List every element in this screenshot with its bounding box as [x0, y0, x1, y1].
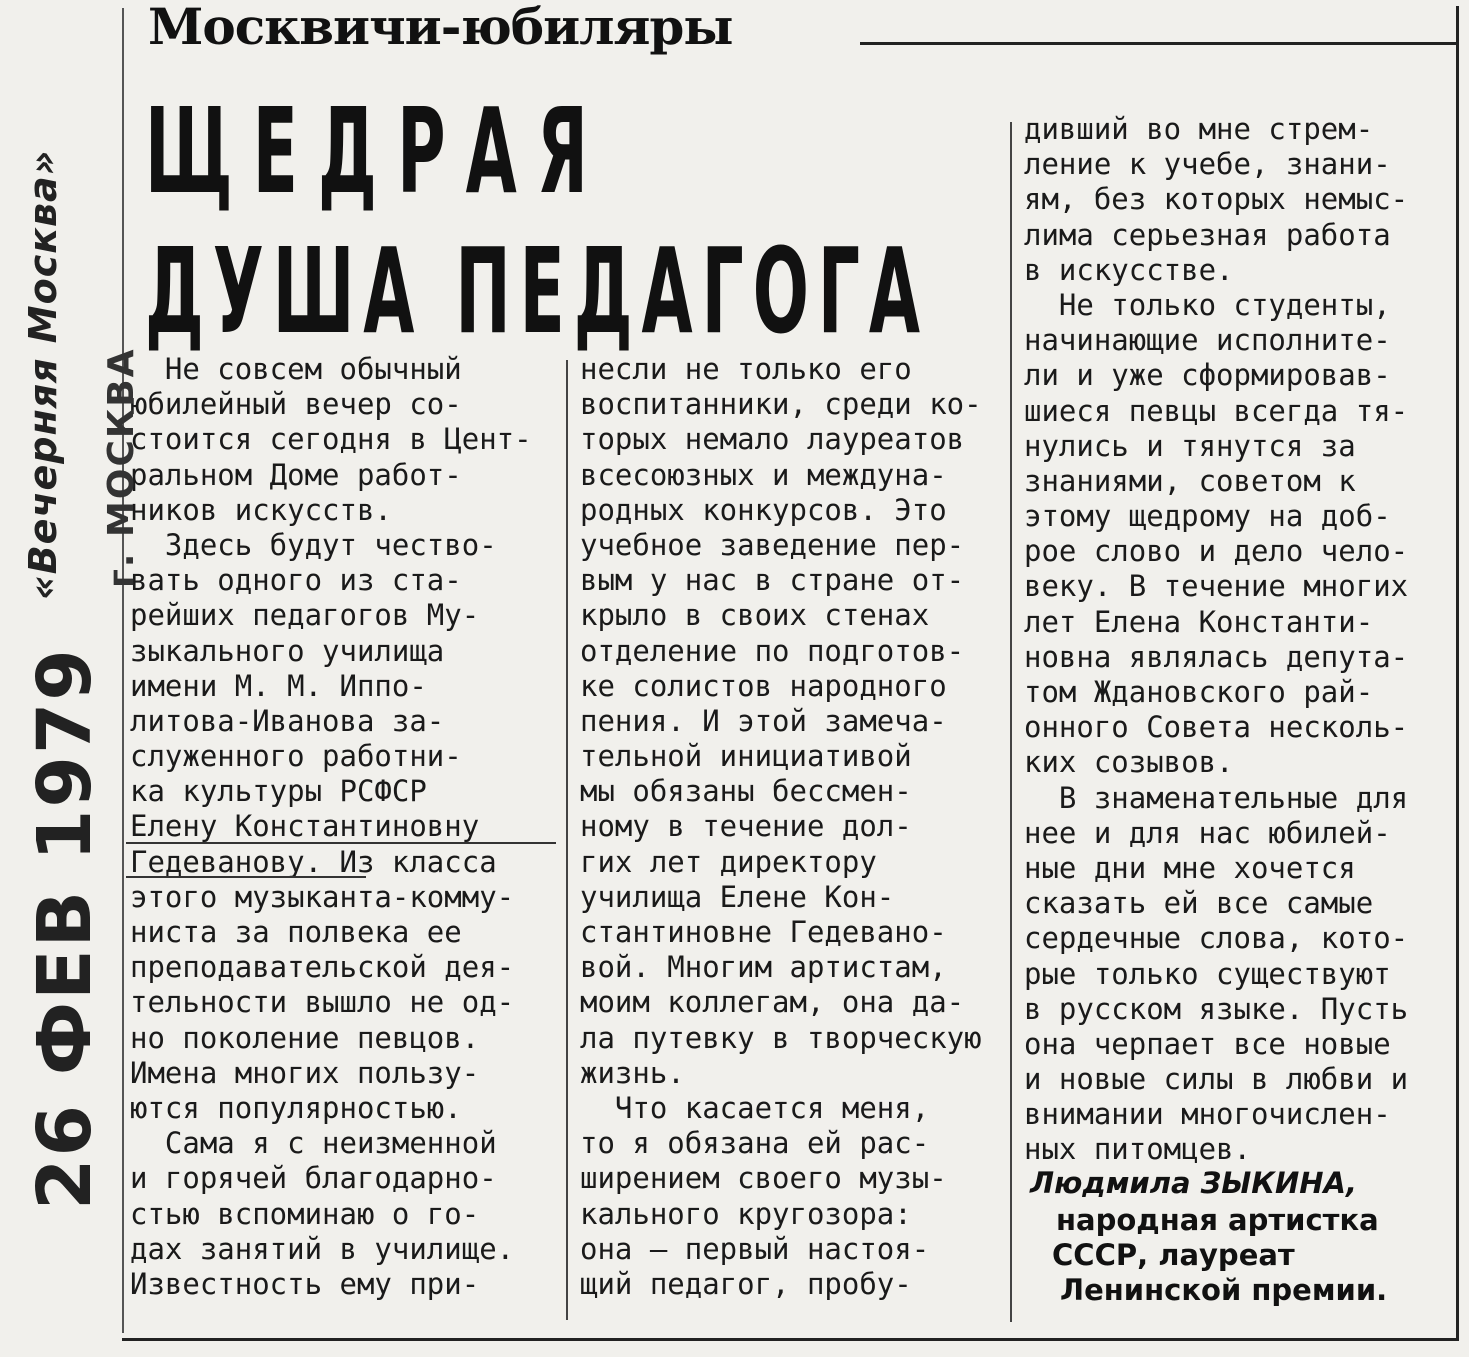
article-line: моим коллегам, она да-: [580, 985, 965, 1020]
article-line: ям, без которых немыс-: [1024, 182, 1409, 217]
headline-line-2: ДУША ПЕДАГОГА: [145, 222, 930, 360]
article-line: этого музыканта-комму-: [130, 879, 515, 914]
article-line: ных питомцев.: [1024, 1132, 1251, 1167]
article-line: но поколение певцов.: [130, 1020, 480, 1055]
article-line: литова-Иванова за-: [130, 703, 445, 738]
article-line: гих лет директору: [580, 844, 877, 879]
article-line: отделение по подготов-: [580, 633, 965, 668]
article-line: начинающие исполните-: [1024, 323, 1391, 358]
article-line: служенного работни-: [130, 739, 462, 774]
article-column-3: [1024, 112, 1454, 1168]
article-line: вать одного из ста-: [130, 563, 462, 598]
article-column-1: [130, 352, 558, 1302]
article-line: сказать ей все самые: [1024, 886, 1374, 921]
article-line: и новые силы в любви и: [1024, 1062, 1409, 1097]
article-line: она черпает все новые: [1024, 1026, 1391, 1061]
article-line: Не только студенты,: [1024, 287, 1391, 322]
city-stamp: г. МОСКВА: [101, 347, 142, 588]
article-line: ются популярностью.: [130, 1090, 462, 1125]
article-line: знаниями, советом к: [1024, 463, 1356, 498]
article-line: нулись и тянутся за: [1024, 428, 1356, 463]
rubric-heading: Москвичи-юбиляры: [148, 0, 733, 56]
article-line: ка культуры РСФСР: [130, 774, 427, 809]
article-line: ли и уже сформировав-: [1024, 358, 1391, 393]
article-line: то я обязана ей рас-: [580, 1126, 930, 1161]
column-divider-2: [1010, 122, 1012, 1322]
article-line: жизнь.: [580, 1055, 685, 1090]
article-line: ке солистов народного: [580, 668, 947, 703]
article-line: лет Елена Константи-: [1024, 604, 1374, 639]
newspaper-name-stamp: «Вечерняя Москва»: [21, 149, 65, 600]
article-line: тельной инициативой: [580, 739, 912, 774]
article-line: ральном Доме работ-: [130, 457, 462, 492]
article-line: внимании многочислен-: [1024, 1097, 1391, 1132]
author-title-line-1: народная артистка: [1056, 1203, 1379, 1237]
pencil-underline-1: [126, 842, 556, 844]
article-line: В знаменательные для: [1024, 780, 1409, 815]
article-headline: [145, 82, 1015, 360]
article-line: этому щедрому на доб-: [1024, 499, 1391, 534]
headline-line-1: ЩЕДРАЯ: [145, 82, 609, 220]
article-line: рое слово и дело чело-: [1024, 534, 1409, 569]
article-line: Гедеванову. Из класса: [130, 844, 497, 879]
article-line: стантиновне Гедевано-: [580, 915, 947, 949]
article-line: Известность ему при-: [130, 1266, 480, 1301]
article-line: учебное заведение пер-: [580, 527, 965, 562]
article-line: мы обязаны бессмен-: [580, 774, 912, 809]
article-line: родных конкурсов. Это: [580, 492, 947, 527]
article-line: Что касается меня,: [580, 1090, 930, 1125]
rubric-rule: [860, 42, 1456, 45]
article-line: дивший во мне стрем-: [1024, 112, 1374, 146]
article-line: нее и для нас юбилей-: [1024, 815, 1391, 850]
article-line: вым у нас в стране от-: [580, 563, 965, 598]
author-title-line-2: СССР, лауреат: [1052, 1238, 1295, 1272]
article-line: пения. И этой замеча-: [580, 703, 947, 738]
article-line: имени М. М. Иппо-: [130, 668, 427, 703]
article-line: Имена многих пользу-: [130, 1055, 480, 1090]
article-line: училища Елене Кон-: [580, 879, 895, 914]
article-line: крыло в своих стенах: [580, 598, 930, 633]
column-divider-1: [566, 360, 568, 1320]
article-line: онного Совета несколь-: [1024, 710, 1409, 745]
article-line: сердечные слова, кото-: [1024, 921, 1409, 956]
article-line: том Ждановского рай-: [1024, 675, 1374, 709]
article-line: стью вспоминаю о го-: [130, 1196, 480, 1231]
article-line: ников искусств.: [130, 492, 392, 527]
article-line: шиеся певцы всегда тя-: [1024, 393, 1409, 428]
article-line: ление к учебе, знани-: [1024, 147, 1391, 182]
article-line: новна являлась депута-: [1024, 639, 1409, 674]
article-line: рейших педагогов Му-: [130, 598, 480, 633]
clipping-left-edge: [122, 8, 124, 1333]
article-line: кального кругозора:: [580, 1196, 912, 1231]
article-line: Сама я с неизменной: [130, 1126, 497, 1161]
article-line: ширением своего музы-: [580, 1161, 947, 1196]
author-name: Людмила ЗЫКИНА,: [1030, 1166, 1357, 1200]
article-line: вой. Многим артистам,: [580, 950, 947, 985]
article-line: стоится сегодня в Цент-: [130, 422, 532, 457]
article-line: ких созывов.: [1024, 745, 1234, 780]
date-stamp: 26 ФЕВ 1979: [22, 647, 108, 1210]
article-line: веку. В течение многих: [1024, 569, 1409, 604]
article-line: Не совсем обычный: [130, 352, 462, 386]
article-column-2: [580, 352, 1000, 1302]
article-line: и горячей благодарно-: [130, 1161, 497, 1196]
article-line: зыкального училища: [130, 633, 445, 668]
article-line: тельности вышло не од-: [130, 985, 515, 1020]
article-line: ному в течение дол-: [580, 809, 912, 844]
article-line: в искусстве.: [1024, 252, 1234, 287]
article-line: лима серьезная работа: [1024, 217, 1391, 252]
article-line: Елену Константиновну: [130, 809, 480, 844]
article-line: торых немало лауреатов: [580, 422, 965, 457]
article-line: преподавательской дея-: [130, 950, 515, 985]
article-line: щий педагог, пробу-: [580, 1266, 912, 1301]
author-title-line-3: Ленинской премии.: [1060, 1273, 1388, 1307]
article-line: Здесь будут чество-: [130, 527, 497, 562]
article-line: воспитанники, среди ко-: [580, 387, 982, 422]
article-line: она — первый настоя-: [580, 1231, 930, 1266]
article-line: рые только существуют: [1024, 956, 1391, 991]
article-line: несли не только его: [580, 352, 912, 386]
article-line: ла путевку в творческую: [580, 1020, 982, 1055]
article-line: в русском языке. Пусть: [1024, 991, 1409, 1026]
article-line: ные дни мне хочется: [1024, 850, 1356, 885]
article-line: ниста за полвека ее: [130, 915, 462, 949]
article-line: дах занятий в училище.: [130, 1231, 515, 1266]
pencil-underline-2: [126, 876, 366, 878]
article-line: юбилейный вечер со-: [130, 387, 462, 422]
article-line: всесоюзных и междуна-: [580, 457, 947, 492]
